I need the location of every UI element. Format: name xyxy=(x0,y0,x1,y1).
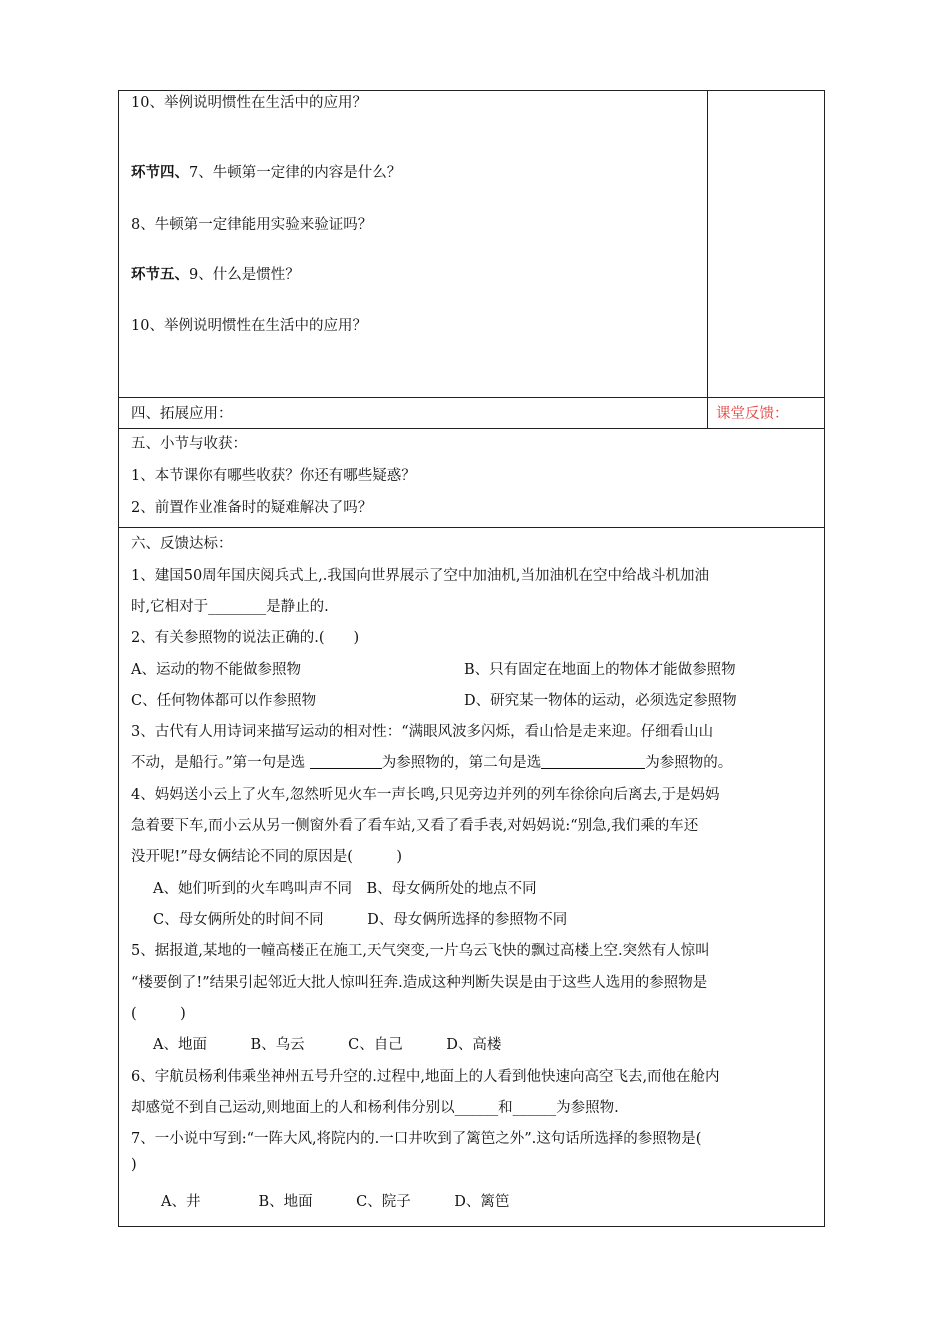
q4-line-3: 没开呢!”母女俩结论不同的原因是( ) xyxy=(131,849,403,865)
section6-title: 六、反馈达标： xyxy=(131,536,233,552)
q4-options-ab: A、她们听到的火车鸣叫声不同 B、母女俩所处的地点不同 xyxy=(153,881,537,897)
q2-option-a: A、运动的物不能做参照物 xyxy=(131,662,301,678)
q2-stem: 2、有关参照物的说法正确的.( ) xyxy=(131,630,360,646)
q4-line-2: 急着要下车,而小云从另一侧窗外看了看车站,又看了看手表,对妈妈说:“别急,我们乘的车还 xyxy=(131,818,699,834)
feedback-cell xyxy=(708,398,825,429)
section5-row xyxy=(119,429,825,528)
worksheet-table xyxy=(118,90,825,1227)
q4-line-1: 4、妈妈送小云上了火车,忽然听见火车一声长鸣,只见旁边并列的列车徐徐向后离去,于是妈妈 xyxy=(131,787,720,803)
section4-row xyxy=(119,398,825,429)
q2-option-d: D、研究某一物体的运动，必须选定参照物 xyxy=(464,693,737,709)
section3-row xyxy=(119,91,825,398)
q5-line-2: “楼要倒了!”结果引起邻近大批人惊叫狂奔.造成这种判断失误是由于这些人选用的参照物是 xyxy=(131,975,708,991)
q2-option-c: C、任何物体都可以作参照物 xyxy=(131,693,317,709)
q5-options: A、地面 B、乌云 C、自己 D、高楼 xyxy=(153,1037,502,1053)
section6-row xyxy=(119,528,825,1227)
section5-q1: 1、本节课你有哪些收获？你还有哪些疑惑？ xyxy=(131,468,416,484)
q1-line-2: 时,它相对于________是静止的. xyxy=(131,599,329,615)
q3-line-1: 3、古代有人用诗词来描写运动的相对性：“满眼风波多闪烁，看山恰是走来迎。仔细看山山 xyxy=(131,724,714,740)
section3-cell xyxy=(119,91,708,398)
q7-options: A、井 B、地面 C、院子 D、篱笆 xyxy=(161,1194,510,1210)
section4-cell xyxy=(119,398,708,429)
section3-side-cell xyxy=(708,91,825,398)
section4-title: 四、拓展应用： xyxy=(131,406,233,422)
section5-title: 五、小节与收获： xyxy=(131,436,247,452)
section5-cell xyxy=(119,429,825,528)
q3-blank-2 xyxy=(541,754,645,769)
feedback-label: 课堂反馈： xyxy=(716,406,789,422)
q3-line-2: 不动，是船行。”第一句是选 为参照物的，第二句是选 为参照物的。 xyxy=(131,755,733,771)
section3-line-1: 10、举例说明惯性在生活中的应用？ xyxy=(131,95,367,111)
q7-line-2: ) xyxy=(131,1157,137,1173)
section5-q2: 2、前置作业准备时的疑难解决了吗？ xyxy=(131,500,373,516)
q6-line-2: 却感觉不到自己运动,则地面上的人和杨利伟分别以______和______为参照物. xyxy=(131,1100,619,1116)
q3-blank-1 xyxy=(310,754,382,769)
q4-options-cd: C、母女俩所处的时间不同 D、母女俩所选择的参照物不同 xyxy=(153,912,568,928)
q1-line-1: 1、建国50周年国庆阅兵式上,.我国向世界展示了空中加油机,当加油机在空中给战斗机加油 xyxy=(131,568,709,584)
section3-line-2: 环节四、7、牛顿第一定律的内容是什么？ xyxy=(131,164,402,181)
section3-line-3: 8、牛顿第一定律能用实验来验证吗？ xyxy=(131,217,373,233)
section6-cell xyxy=(119,528,825,1227)
section3-line-5: 10、举例说明惯性在生活中的应用？ xyxy=(131,318,367,334)
q6-line-1: 6、宇航员杨利伟乘坐神州五号升空的.过程中,地面上的人看到他快速向高空飞去,而他在舱内 xyxy=(131,1069,720,1085)
section3-line-4: 环节五、9、什么是惯性？ xyxy=(131,266,300,283)
q5-line-1: 5、据报道,某地的一幢高楼正在施工,天气突变,一片乌云飞快的飘过高楼上空.突然有人惊叫 xyxy=(131,943,710,959)
q2-option-b: B、只有固定在地面上的物体才能做参照物 xyxy=(464,662,736,678)
q5-line-3: ( ) xyxy=(131,1006,186,1022)
q7-line-1: 7、一小说中写到:“一阵大风,将院内的.一口井吹到了篱笆之外”.这句话所选择的参照物是( xyxy=(131,1131,702,1147)
